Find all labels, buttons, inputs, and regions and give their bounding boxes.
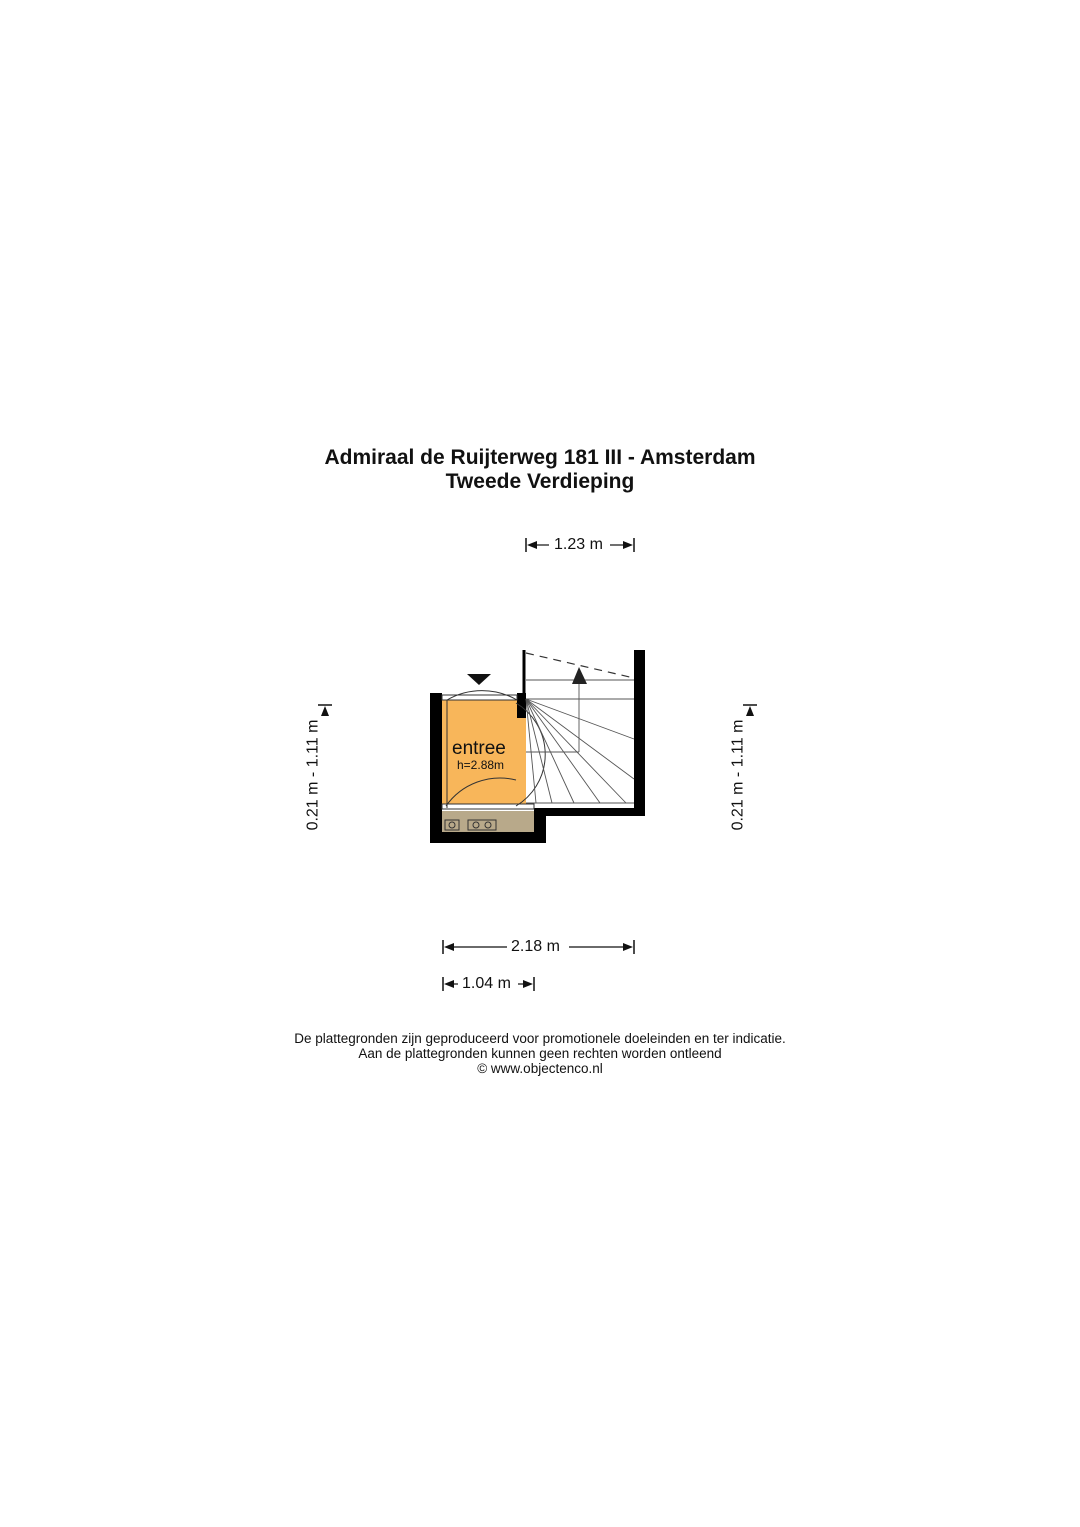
room-name: entree xyxy=(452,738,506,759)
dimension-room-width-label: 1.04 m xyxy=(462,975,511,992)
stair-direction-arrow xyxy=(572,667,587,684)
plan-title: Admiraal de Ruijterweg 181 III - Amsterdam xyxy=(324,446,756,469)
copyright: © www.objectenco.nl xyxy=(477,1061,603,1076)
disclaimer-line-1: De plattegronden zijn geproduceerd voor promotionele doeleinden en ter indicatie. xyxy=(294,1031,786,1046)
room-height: h=2.88m xyxy=(457,758,505,772)
entrance-marker xyxy=(467,674,491,685)
disclaimer-line-2: Aan de plattegronden kunnen geen rechten worden ontleend xyxy=(358,1046,722,1061)
dimension-total-label: 2.18 m xyxy=(511,938,560,955)
dimension-left xyxy=(318,705,332,716)
dimension-left-label: 0.21 m - 1.11 m xyxy=(304,719,322,831)
dimension-right-label: 0.21 m - 1.11 m xyxy=(729,719,747,831)
dimension-right xyxy=(743,705,757,716)
floor-title: Tweede Verdieping xyxy=(445,470,635,493)
dimension-top-label: 1.23 m xyxy=(554,536,603,553)
